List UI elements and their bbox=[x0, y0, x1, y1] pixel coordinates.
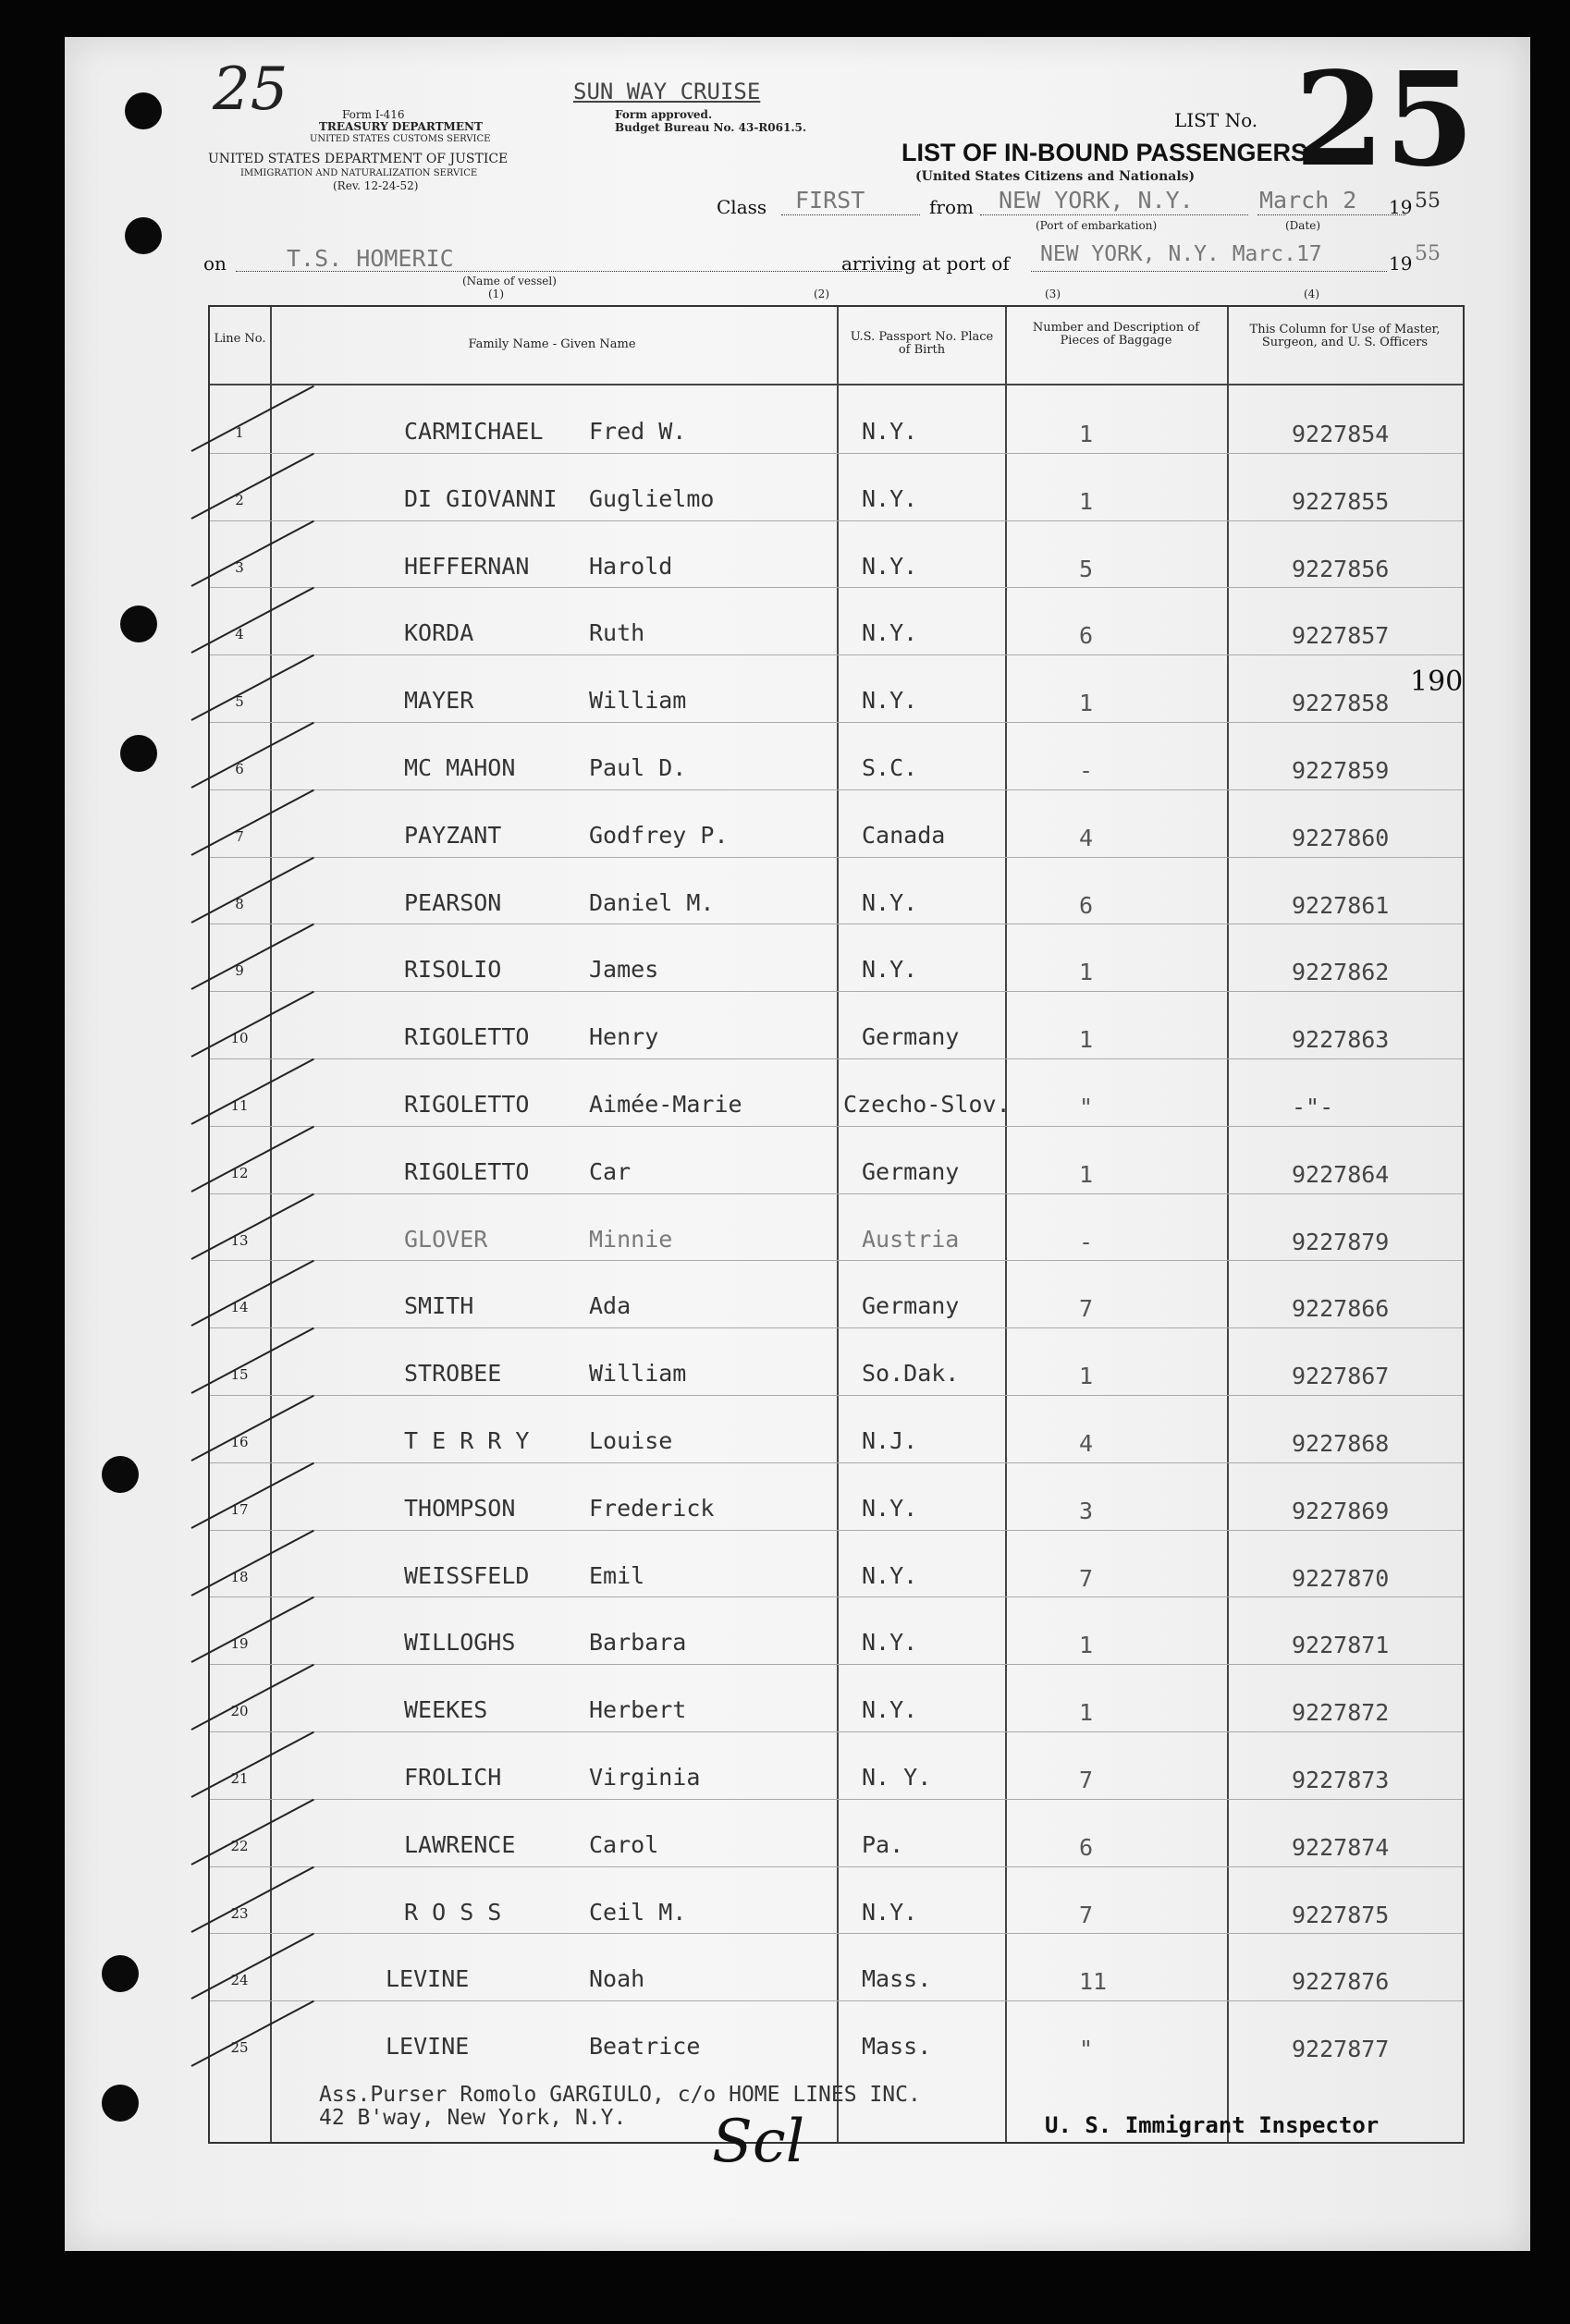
place-of-birth: Mass. bbox=[862, 2033, 932, 2061]
check-mark-icon bbox=[191, 1933, 314, 2000]
baggage-count: 11 bbox=[1079, 1968, 1108, 1996]
family-name: THOMPSON bbox=[404, 1494, 516, 1522]
row-divider bbox=[210, 1596, 1463, 1597]
line-number: 15 bbox=[230, 1366, 249, 1384]
col-header-officers: This Column for Use of Master, Surgeon, and U. S. Officers bbox=[1249, 323, 1441, 349]
inspector-signature: Scl bbox=[712, 2108, 805, 2176]
check-mark-icon bbox=[191, 1596, 314, 1663]
line-number: 5 bbox=[235, 693, 244, 711]
col-4-label: (4) bbox=[1304, 287, 1319, 300]
row-divider bbox=[210, 520, 1463, 521]
year2-value: 55 bbox=[1415, 242, 1441, 265]
place-of-birth: N.Y. bbox=[862, 1629, 918, 1657]
family-name: RIGOLETTO bbox=[404, 1157, 530, 1185]
row-divider bbox=[210, 1126, 1463, 1127]
row-divider bbox=[210, 789, 1463, 790]
col-1-label: (1) bbox=[488, 287, 504, 300]
row-divider bbox=[210, 1530, 1463, 1531]
baggage-count: 7 bbox=[1079, 1295, 1094, 1323]
place-of-birth: Austria bbox=[862, 1225, 960, 1253]
baggage-count: 1 bbox=[1079, 487, 1094, 515]
given-name: Emil bbox=[589, 1561, 645, 1589]
baggage-count: 7 bbox=[1079, 1767, 1094, 1793]
given-name: William bbox=[589, 687, 687, 715]
on-label: on bbox=[203, 252, 227, 275]
justice-dept: UNITED STATES DEPARTMENT OF JUSTICE bbox=[208, 152, 509, 166]
given-name: Carol bbox=[589, 1830, 659, 1858]
baggage-count: 1 bbox=[1079, 1632, 1094, 1659]
place-of-birth: N.Y. bbox=[862, 687, 918, 715]
row-divider bbox=[210, 1664, 1463, 1665]
family-name: RIGOLETTO bbox=[404, 1091, 530, 1118]
line-number: 8 bbox=[235, 895, 244, 912]
row-divider bbox=[210, 1193, 1463, 1194]
check-mark-icon bbox=[191, 587, 314, 654]
row-divider bbox=[210, 991, 1463, 992]
officer-number: 9227875 bbox=[1292, 1901, 1390, 1928]
row-divider bbox=[210, 1799, 1463, 1800]
manifest-page bbox=[65, 37, 1530, 2251]
line-number: 14 bbox=[230, 1299, 249, 1316]
form-number: Form I-416 bbox=[342, 108, 405, 121]
officer-number: 9227857 bbox=[1292, 622, 1390, 650]
binder-hole-icon bbox=[125, 217, 162, 254]
officer-number: 9227867 bbox=[1292, 1363, 1390, 1390]
place-of-birth: Germany bbox=[862, 1023, 960, 1051]
row-divider bbox=[210, 654, 1463, 655]
officer-number: 9227876 bbox=[1292, 1968, 1390, 1996]
baggage-count: 5 bbox=[1079, 555, 1094, 582]
officer-number: 9227877 bbox=[1292, 2036, 1390, 2063]
check-mark-icon bbox=[191, 1260, 314, 1327]
line-number: 23 bbox=[230, 1904, 249, 1922]
given-name: Virginia bbox=[589, 1764, 701, 1791]
check-mark-icon bbox=[191, 520, 314, 586]
col-header-baggage: Number and Description of Pieces of Baggage bbox=[1032, 321, 1200, 348]
given-name: Guglielmo bbox=[589, 484, 715, 512]
baggage-count: 7 bbox=[1079, 1901, 1094, 1928]
place-of-birth: N.Y. bbox=[862, 418, 918, 445]
row-divider bbox=[210, 1395, 1463, 1396]
check-mark-icon bbox=[191, 789, 314, 855]
officer-number: 9227861 bbox=[1292, 891, 1390, 919]
given-name: Henry bbox=[589, 1023, 659, 1051]
check-mark-icon bbox=[191, 991, 314, 1058]
family-name: HEFFERNAN bbox=[404, 552, 530, 580]
officer-number: 9227862 bbox=[1292, 959, 1390, 986]
baggage-count: 1 bbox=[1079, 421, 1094, 447]
line-number: 6 bbox=[235, 761, 244, 777]
given-name: Noah bbox=[589, 1965, 645, 1993]
row-divider bbox=[210, 1058, 1463, 1059]
given-name: Godfrey P. bbox=[589, 821, 729, 849]
row-divider bbox=[210, 1260, 1463, 1261]
officer-number: 9227863 bbox=[1292, 1026, 1390, 1054]
place-of-birth: N.Y. bbox=[862, 552, 918, 580]
family-name: T E R R Y bbox=[404, 1427, 530, 1454]
vessel-label: (Name of vessel) bbox=[462, 275, 557, 287]
given-name: Car bbox=[589, 1157, 632, 1185]
big-list-number: 25 bbox=[1294, 44, 1475, 196]
col-2-label: (2) bbox=[814, 287, 829, 300]
check-mark-icon bbox=[191, 1798, 314, 1865]
officer-number: 9227873 bbox=[1292, 1767, 1390, 1793]
officer-number: 9227856 bbox=[1292, 555, 1390, 582]
check-mark-icon bbox=[191, 1327, 314, 1394]
given-name: Fred W. bbox=[589, 418, 687, 445]
place-of-birth: N.Y. bbox=[862, 1898, 918, 1926]
line-number: 11 bbox=[230, 1097, 249, 1114]
officer-number: 9227879 bbox=[1292, 1228, 1390, 1255]
given-name: Ceil M. bbox=[589, 1898, 687, 1926]
family-name: DI GIOVANNI bbox=[404, 484, 558, 512]
family-name: WILLOGHS bbox=[404, 1629, 516, 1657]
family-name: STROBEE bbox=[404, 1360, 502, 1388]
row-divider bbox=[210, 857, 1463, 858]
corner-number: 25 bbox=[213, 55, 288, 124]
officer-number: 9227864 bbox=[1292, 1160, 1390, 1188]
place-of-birth: So.Dak. bbox=[862, 1360, 960, 1388]
treasury-dept: TREASURY DEPARTMENT bbox=[319, 120, 483, 133]
place-of-birth: N.Y. bbox=[862, 1696, 918, 1724]
class-value: FIRST bbox=[795, 187, 865, 214]
baggage-count: 1 bbox=[1079, 959, 1094, 986]
family-name: PAYZANT bbox=[404, 821, 502, 849]
baggage-count: 1 bbox=[1079, 1699, 1094, 1727]
line-number: 9 bbox=[235, 962, 244, 980]
baggage-count: 1 bbox=[1079, 1160, 1094, 1188]
given-name: Herbert bbox=[589, 1696, 687, 1724]
baggage-count: 1 bbox=[1079, 1363, 1094, 1390]
check-mark-icon bbox=[191, 1125, 314, 1192]
form-approved: Form approved. bbox=[615, 108, 713, 121]
place-of-birth: Pa. bbox=[862, 1830, 904, 1858]
binder-hole-icon bbox=[102, 2085, 139, 2122]
officer-number: 9227854 bbox=[1292, 421, 1390, 447]
family-name: RIGOLETTO bbox=[404, 1023, 530, 1051]
officer-number: 9227860 bbox=[1292, 824, 1390, 851]
baggage-count: - bbox=[1079, 1228, 1094, 1255]
row-divider bbox=[210, 1327, 1463, 1328]
sun-way-cruise-stamp: SUN WAY CRUISE bbox=[573, 79, 761, 104]
check-mark-icon bbox=[191, 923, 314, 990]
family-name: MC MAHON bbox=[404, 754, 516, 781]
given-name: Aimée-Marie bbox=[589, 1091, 742, 1118]
year2-prefix: 19 bbox=[1389, 252, 1413, 275]
baggage-count: 6 bbox=[1079, 622, 1094, 650]
place-of-birth: Mass. bbox=[862, 1965, 932, 1993]
baggage-count: " bbox=[1079, 1094, 1094, 1120]
date-label: (Date) bbox=[1285, 219, 1321, 232]
officer-number: 9227858 bbox=[1292, 690, 1390, 717]
check-mark-icon bbox=[191, 1058, 314, 1125]
margin-note: 190 bbox=[1410, 666, 1464, 698]
form-revision: (Rev. 12-24-52) bbox=[333, 179, 419, 192]
baggage-count: 1 bbox=[1079, 690, 1094, 717]
place-of-birth: N.Y. bbox=[862, 956, 918, 984]
line-number: 22 bbox=[230, 1837, 249, 1854]
given-name: Daniel M. bbox=[589, 888, 715, 916]
officer-number: 9227869 bbox=[1292, 1497, 1390, 1524]
line-number: 3 bbox=[235, 558, 244, 576]
line-number: 18 bbox=[230, 1568, 249, 1585]
officer-number: 9227871 bbox=[1292, 1632, 1390, 1659]
given-name: Frederick bbox=[589, 1494, 715, 1522]
line-number: 21 bbox=[230, 1770, 249, 1787]
given-name: James bbox=[589, 956, 659, 984]
row-divider bbox=[210, 1462, 1463, 1463]
family-name: WEEKES bbox=[404, 1696, 488, 1724]
check-mark-icon bbox=[191, 1731, 314, 1798]
baggage-count: 6 bbox=[1079, 891, 1094, 919]
line-number: 25 bbox=[230, 2039, 249, 2057]
row-divider bbox=[210, 1933, 1463, 1934]
ins-service: IMMIGRATION AND NATURALIZATION SERVICE bbox=[240, 168, 478, 178]
passenger-table bbox=[208, 305, 1465, 2144]
row-divider bbox=[210, 453, 1463, 454]
place-of-birth: S.C. bbox=[862, 754, 918, 781]
from-label: from bbox=[929, 196, 974, 218]
binder-hole-icon bbox=[102, 1456, 139, 1493]
officer-number: 9227866 bbox=[1292, 1295, 1390, 1323]
place-of-birth: N. Y. bbox=[862, 1764, 932, 1791]
check-mark-icon bbox=[191, 1193, 314, 1259]
line-number: 20 bbox=[230, 1703, 249, 1720]
arriving-label: arriving at port of bbox=[841, 252, 1010, 275]
place-of-birth: N.Y. bbox=[862, 619, 918, 647]
family-name: RISOLIO bbox=[404, 956, 502, 984]
family-name: FROLICH bbox=[404, 1764, 502, 1791]
check-mark-icon bbox=[191, 856, 314, 923]
family-name: CARMICHAEL bbox=[404, 418, 544, 445]
customs-service: UNITED STATES CUSTOMS SERVICE bbox=[310, 134, 491, 144]
check-mark-icon bbox=[191, 1664, 314, 1731]
given-name: William bbox=[589, 1360, 687, 1388]
line-number: 19 bbox=[230, 1635, 249, 1653]
baggage-count: " bbox=[1079, 2036, 1094, 2063]
col-header-passport: U.S. Passport No. Place of Birth bbox=[850, 330, 994, 357]
place-of-birth: Germany bbox=[862, 1157, 960, 1185]
list-no-label: LIST No. bbox=[1174, 109, 1258, 131]
line-number: 17 bbox=[230, 1500, 249, 1518]
line-number: 1 bbox=[235, 424, 244, 441]
check-mark-icon bbox=[191, 2000, 314, 2067]
row-divider bbox=[210, 923, 1463, 924]
place-of-birth: Canada bbox=[862, 821, 946, 849]
check-mark-icon bbox=[191, 452, 314, 519]
binder-hole-icon bbox=[120, 735, 157, 772]
family-name: PEARSON bbox=[404, 888, 502, 916]
officer-number: 9227855 bbox=[1292, 487, 1390, 515]
check-mark-icon bbox=[191, 722, 314, 789]
family-name: R O S S bbox=[404, 1898, 502, 1926]
binder-hole-icon bbox=[102, 1955, 139, 1992]
given-name: Minnie bbox=[589, 1225, 673, 1253]
col-3-label: (3) bbox=[1045, 287, 1061, 300]
row-divider bbox=[210, 1731, 1463, 1732]
row-divider bbox=[210, 2000, 1463, 2001]
date-value: March 2 bbox=[1259, 187, 1357, 214]
year-value: 55 bbox=[1415, 190, 1441, 213]
check-mark-icon bbox=[191, 385, 314, 452]
binder-hole-icon bbox=[125, 92, 162, 129]
year-prefix: 19 bbox=[1389, 196, 1413, 218]
given-name: Beatrice bbox=[589, 2033, 701, 2061]
baggage-count: 4 bbox=[1079, 1430, 1094, 1457]
given-name: Ruth bbox=[589, 619, 645, 647]
baggage-count: 4 bbox=[1079, 824, 1094, 851]
embark-port-value: NEW YORK, N.Y. bbox=[999, 187, 1194, 214]
officer-number: 9227859 bbox=[1292, 757, 1390, 784]
row-divider bbox=[210, 722, 1463, 723]
line-number: 24 bbox=[230, 1972, 249, 1989]
check-mark-icon bbox=[191, 1865, 314, 1932]
given-name: Louise bbox=[589, 1427, 673, 1454]
family-name: LEVINE bbox=[386, 1965, 470, 1993]
officer-number: -"- bbox=[1292, 1094, 1334, 1120]
given-name: Ada bbox=[589, 1292, 632, 1320]
class-label: Class bbox=[717, 196, 767, 218]
place-of-birth: Germany bbox=[862, 1292, 960, 1320]
given-name: Barbara bbox=[589, 1629, 687, 1657]
family-name: LAWRENCE bbox=[404, 1830, 516, 1858]
place-of-birth: N.Y. bbox=[862, 888, 918, 916]
purser-line-2: 42 B'way, New York, N.Y. bbox=[319, 2106, 627, 2130]
officer-number: 9227874 bbox=[1292, 1833, 1390, 1861]
embark-port-label: (Port of embarkation) bbox=[1036, 219, 1158, 232]
baggage-count: 3 bbox=[1079, 1497, 1094, 1524]
line-number: 7 bbox=[235, 827, 244, 845]
line-number: 2 bbox=[235, 491, 244, 508]
officer-number: 9227870 bbox=[1292, 1564, 1390, 1592]
given-name: Harold bbox=[589, 552, 673, 580]
check-mark-icon bbox=[191, 654, 314, 721]
col-header-line: Line No. bbox=[214, 332, 266, 346]
line-number: 16 bbox=[230, 1434, 249, 1450]
row-divider bbox=[210, 1866, 1463, 1867]
officer-number: 9227872 bbox=[1292, 1699, 1390, 1727]
family-name: WEISSFELD bbox=[404, 1561, 530, 1589]
check-mark-icon bbox=[191, 1462, 314, 1528]
line-number: 4 bbox=[235, 626, 244, 643]
budget-bureau: Budget Bureau No. 43-R061.5. bbox=[615, 121, 807, 134]
given-name: Paul D. bbox=[589, 754, 687, 781]
col-header-name: Family Name - Given Name bbox=[468, 337, 636, 351]
purser-line-1: Ass.Purser Romolo GARGIULO, c/o HOME LINES INC. bbox=[319, 2083, 921, 2107]
vessel-name: T.S. HOMERIC bbox=[287, 245, 454, 272]
place-of-birth: N.J. bbox=[862, 1427, 918, 1454]
arrival-port-value: NEW YORK, N.Y. Marc.17 bbox=[1040, 242, 1322, 266]
place-of-birth: N.Y. bbox=[862, 484, 918, 512]
place-of-birth: Czecho-Slov. bbox=[843, 1091, 1011, 1118]
officer-number: 9227868 bbox=[1292, 1430, 1390, 1457]
baggage-count: - bbox=[1079, 757, 1094, 784]
family-name: MAYER bbox=[404, 687, 474, 715]
line-number: 13 bbox=[230, 1231, 249, 1249]
check-mark-icon bbox=[191, 1529, 314, 1596]
page-title: LIST OF IN-BOUND PASSENGERS bbox=[902, 139, 1308, 166]
family-name: KORDA bbox=[404, 619, 474, 647]
inspector-label: U. S. Immigrant Inspector bbox=[1045, 2112, 1380, 2138]
family-name: SMITH bbox=[404, 1292, 474, 1320]
place-of-birth: N.Y. bbox=[862, 1561, 918, 1589]
check-mark-icon bbox=[191, 1395, 314, 1462]
baggage-count: 6 bbox=[1079, 1833, 1094, 1861]
family-name: GLOVER bbox=[404, 1225, 488, 1253]
line-number: 12 bbox=[230, 1164, 249, 1181]
page-subtitle: (United States Citizens and Nationals) bbox=[915, 169, 1196, 184]
row-divider bbox=[210, 587, 1463, 588]
baggage-count: 1 bbox=[1079, 1026, 1094, 1054]
family-name: LEVINE bbox=[386, 2033, 470, 2061]
line-number: 10 bbox=[230, 1030, 249, 1047]
baggage-count: 7 bbox=[1079, 1564, 1094, 1592]
place-of-birth: N.Y. bbox=[862, 1494, 918, 1522]
binder-hole-icon bbox=[120, 605, 157, 642]
